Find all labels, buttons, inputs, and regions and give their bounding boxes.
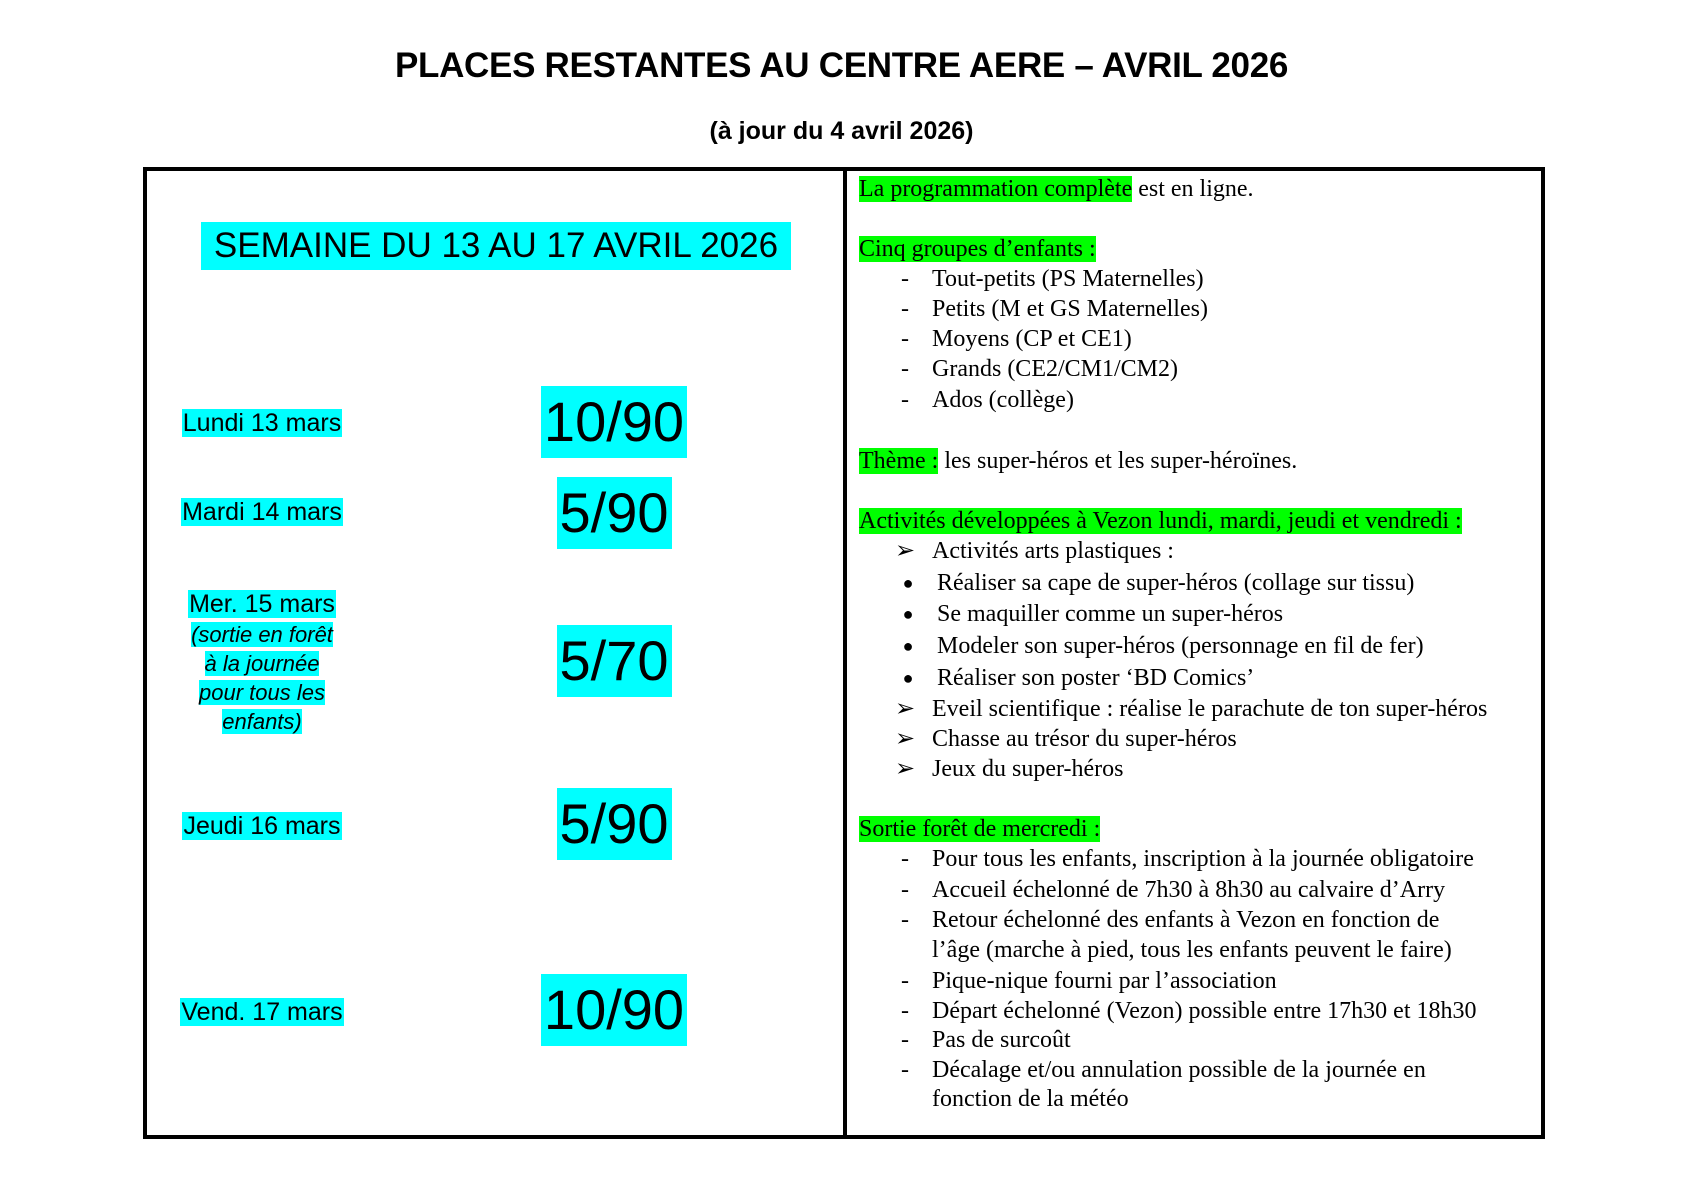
day-label-thursday bbox=[160, 811, 364, 841]
week-heading: SEMAINE DU 13 AU 17 AVRIL 2026 bbox=[201, 222, 791, 270]
activities-heading bbox=[859, 506, 1462, 536]
forest-heading bbox=[859, 814, 1100, 844]
places-wednesday bbox=[514, 625, 714, 697]
places-value: 5/70 bbox=[557, 625, 672, 697]
dot-bullet-icon: ● bbox=[902, 573, 914, 593]
groups-heading-text: Cinq groupes d’enfants : bbox=[859, 236, 1096, 262]
wednesday-note-line bbox=[160, 620, 364, 649]
dash-icon: - bbox=[901, 1027, 909, 1053]
activity-item: Activités arts plastiques : bbox=[932, 538, 1174, 564]
programme-highlight: La programmation complète bbox=[859, 176, 1133, 202]
programme-rest: est en ligne. bbox=[1132, 176, 1254, 202]
activity-item: Eveil scientifique : réalise le parachute de ton super-héros bbox=[932, 696, 1488, 722]
day-label-text: Jeudi 16 mars bbox=[183, 812, 341, 840]
dot-bullet-icon: ● bbox=[902, 636, 914, 656]
arrow-bullet-icon: ➢ bbox=[894, 696, 916, 722]
activities-heading-text: Activités développées à Vezon lundi, mardi, jeudi et vendredi : bbox=[859, 508, 1462, 534]
dash-icon: - bbox=[901, 998, 909, 1024]
arts-item: Se maquiller comme un super-héros bbox=[937, 601, 1284, 627]
note-text: (sortie en forêt bbox=[191, 622, 333, 647]
dash-icon: - bbox=[901, 356, 909, 382]
day-label-text: Vend. 17 mars bbox=[181, 998, 343, 1026]
dot-bullet-icon: ● bbox=[902, 604, 914, 624]
places-friday bbox=[514, 974, 714, 1046]
dash-icon: - bbox=[901, 326, 909, 352]
activity-item: Jeux du super-héros bbox=[932, 756, 1124, 782]
groups-heading bbox=[859, 234, 1096, 264]
forest-heading-text: Sortie forêt de mercredi : bbox=[859, 816, 1101, 842]
dash-icon: - bbox=[901, 968, 909, 994]
day-label-text: Mer. 15 mars bbox=[189, 590, 335, 618]
wednesday-note-line bbox=[160, 707, 364, 736]
places-thursday bbox=[514, 788, 714, 860]
group-item: Grands (CE2/CM1/CM2) bbox=[932, 356, 1178, 382]
dash-icon: - bbox=[901, 296, 909, 322]
arts-item: Réaliser son poster ‘BD Comics’ bbox=[937, 665, 1255, 691]
dash-icon: - bbox=[901, 387, 909, 413]
group-item: Petits (M et GS Maternelles) bbox=[932, 296, 1208, 322]
day-label-tuesday bbox=[160, 497, 364, 527]
dash-icon: - bbox=[901, 1057, 909, 1083]
forest-item: Retour échelonné des enfants à Vezon en fonction de bbox=[932, 907, 1440, 933]
places-monday bbox=[514, 386, 714, 458]
dash-icon: - bbox=[901, 907, 909, 933]
forest-item: Pour tous les enfants, inscription à la journée obligatoire bbox=[932, 846, 1474, 872]
update-date: (à jour du 4 avril 2026) bbox=[709, 117, 974, 145]
day-label-friday bbox=[160, 997, 364, 1027]
group-item: Tout-petits (PS Maternelles) bbox=[932, 266, 1204, 292]
arrow-bullet-icon: ➢ bbox=[894, 538, 916, 564]
arrow-bullet-icon: ➢ bbox=[894, 726, 916, 752]
forest-item: Pas de surcoût bbox=[932, 1027, 1071, 1053]
places-value: 5/90 bbox=[557, 788, 672, 860]
theme-rest: les super-héros et les super-héroïnes. bbox=[938, 448, 1298, 474]
forest-item: Accueil échelonné de 7h30 à 8h30 au calvaire d’Arry bbox=[932, 877, 1446, 903]
forest-item-continued: fonction de la météo bbox=[932, 1086, 1129, 1112]
arrow-bullet-icon: ➢ bbox=[894, 756, 916, 782]
note-text: à la journée bbox=[204, 651, 320, 676]
forest-item-continued: l’âge (marche à pied, tous les enfants peuvent le faire) bbox=[932, 937, 1452, 963]
dash-icon: - bbox=[901, 846, 909, 872]
forest-item: Décalage et/ou annulation possible de la journée en bbox=[932, 1057, 1426, 1083]
group-item: Moyens (CP et CE1) bbox=[932, 326, 1132, 352]
day-label-text: Lundi 13 mars bbox=[182, 409, 342, 437]
wednesday-note-line bbox=[160, 649, 364, 678]
places-tuesday bbox=[514, 477, 714, 549]
programme-note bbox=[859, 174, 1254, 204]
dash-icon: - bbox=[901, 266, 909, 292]
arts-item: Réaliser sa cape de super-héros (collage sur tissu) bbox=[937, 570, 1415, 596]
dash-icon: - bbox=[901, 877, 909, 903]
theme-highlight: Thème : bbox=[859, 448, 939, 474]
day-label-text: Mardi 14 mars bbox=[182, 498, 342, 526]
theme-line bbox=[859, 446, 1297, 476]
wednesday-note-line bbox=[160, 678, 364, 707]
arts-item: Modeler son super-héros (personnage en fil de fer) bbox=[937, 633, 1424, 659]
group-item: Ados (collège) bbox=[932, 387, 1074, 413]
places-value: 10/90 bbox=[541, 974, 687, 1046]
forest-item: Pique-nique fourni par l’association bbox=[932, 968, 1277, 994]
note-text: pour tous les bbox=[199, 680, 325, 705]
activity-item: Chasse au trésor du super-héros bbox=[932, 726, 1237, 752]
places-value: 10/90 bbox=[541, 386, 687, 458]
day-label-monday bbox=[160, 408, 364, 438]
note-text: enfants) bbox=[222, 709, 302, 734]
column-divider bbox=[843, 167, 847, 1139]
forest-item: Départ échelonné (Vezon) possible entre 17h30 et 18h30 bbox=[932, 998, 1477, 1024]
places-value: 5/90 bbox=[557, 477, 672, 549]
dot-bullet-icon: ● bbox=[902, 668, 914, 688]
day-label-wednesday bbox=[160, 589, 364, 619]
page-title: PLACES RESTANTES AU CENTRE AERE – AVRIL 2026 bbox=[394, 46, 1289, 85]
